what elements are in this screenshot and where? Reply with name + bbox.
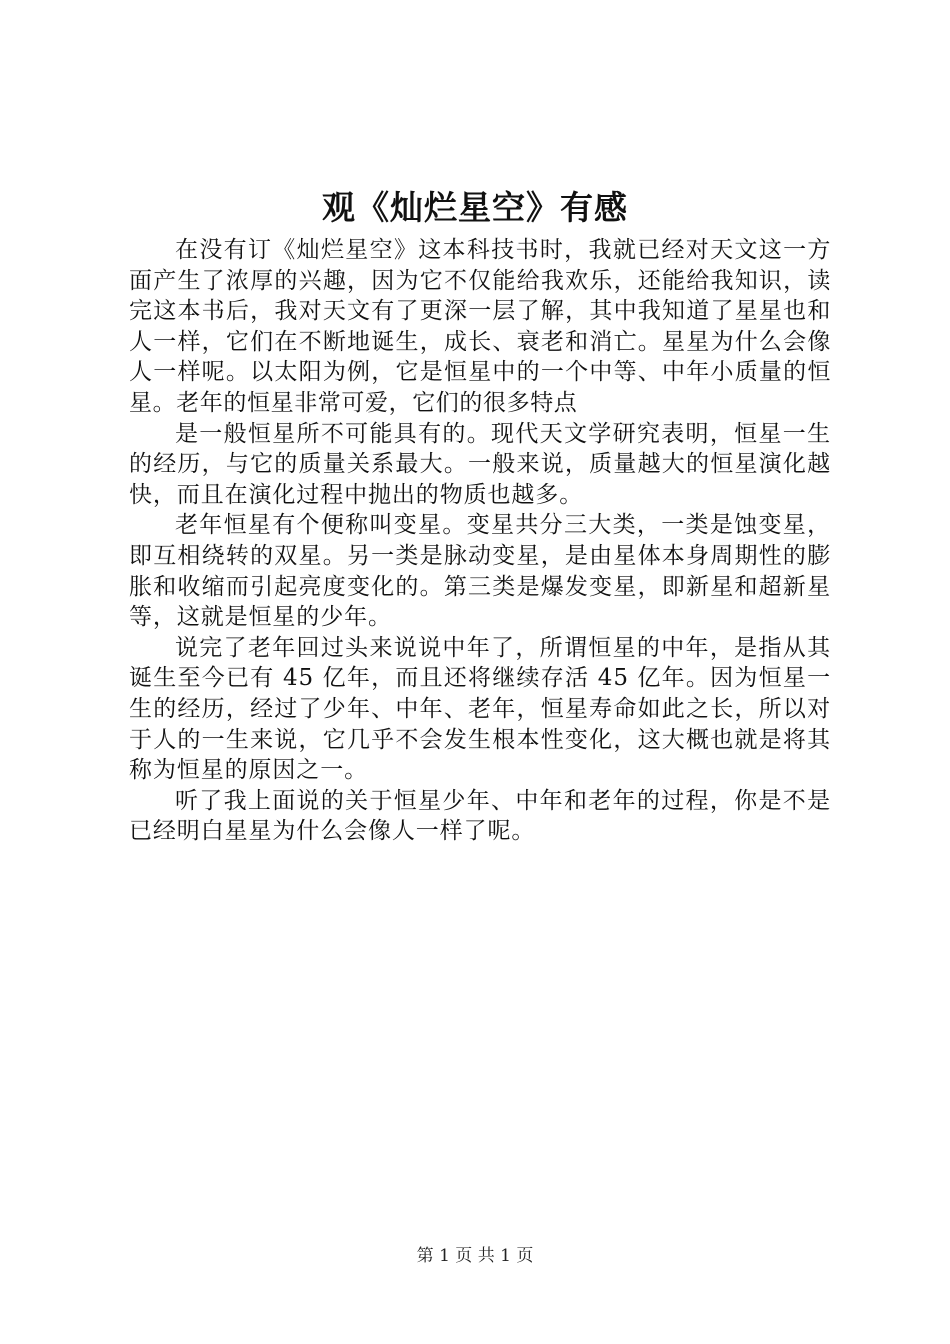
- paragraph: 听了我上面说的关于恒星少年、中年和老年的过程，你是不是已经明白星星为什么会像人一样了呢。: [129, 787, 831, 845]
- document-title: 观《灿烂星空》有感: [322, 188, 628, 227]
- document-body: [129, 235, 831, 847]
- paragraph: 老年恒星有个便称叫变星。变星共分三大类，一类是蚀变星，即互相绕转的双星。另一类是脉动变星，是由星体本身周期性的膨胀和收缩而引起亮度变化的。第三类是爆发变星，即新星和超新星等，这就是恒星的少年。: [129, 512, 831, 631]
- paragraph: 是一般恒星所不可能具有的。现代天文学研究表明，恒星一生的经历，与它的质量关系最大。一般来说，质量越大的恒星演化越快，而且在演化过程中抛出的物质也越多。: [129, 420, 831, 508]
- page-number-footer: 第 1 页 共 1 页: [416, 1246, 534, 1266]
- paragraph: 在没有订《灿烂星空》这本科技书时，我就已经对天文这一方面产生了浓厚的兴趣，因为它不仅能给我欢乐，还能给我知识，读完这本书后，我对天文有了更深一层了解，其中我知道了星星也和人一样，它们在不断地诞生，成长、衰老和消亡。星星为什么会像人一样呢。以太阳为例，它是恒星中的一个中等、中年小质量的恒星。老年的恒星非常可爱，它们的很多特点: [129, 237, 831, 416]
- paragraph: 说完了老年回过头来说说中年了，所谓恒星的中年，是指从其诞生至今已有 45 亿年，而且还将继续存活 45 亿年。因为恒星一生的经历，经过了少年、中年、老年，恒星寿命如此之长，所以对于人的一生来说，它几乎不会发生根本性变化，这大概也就是将其称为恒星的原因之一。: [129, 634, 831, 784]
